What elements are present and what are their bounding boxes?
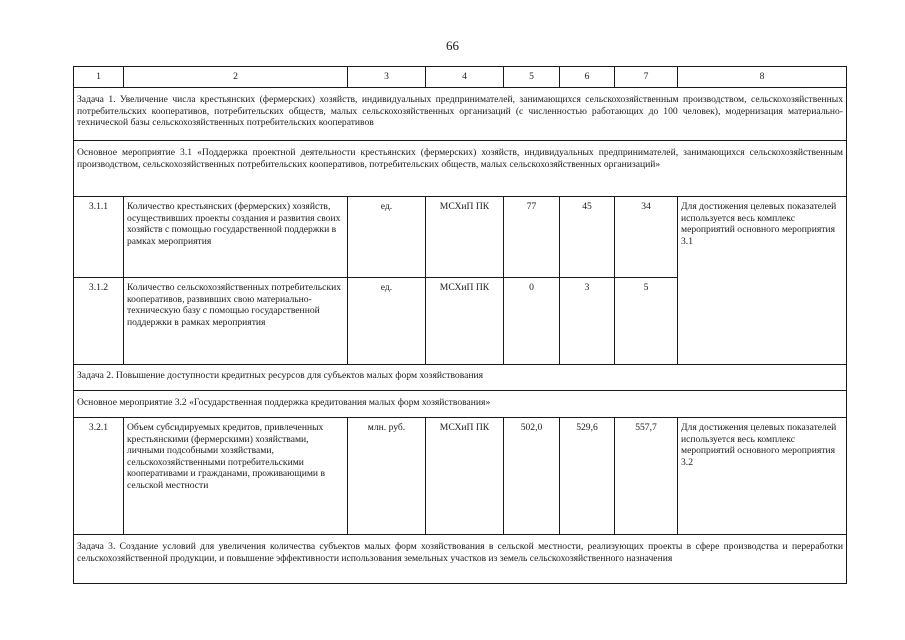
header-cell: 6 [560, 67, 615, 88]
unit-cell: млн. руб. [348, 418, 426, 535]
task-1-text: Задача 1. Увеличение числа крестьянских (фермерских) хозяйств, индивидуальных предпринимателей, занимающихся сельскохозяйственным производством, сельскохозяйственных потребительских кооперативов, потребительских обществ, малых сельскохозяйственных организаций (с численностью работающих до 100 человек), модернизация материально-технической базы сельскохозяйственных потребительских кооперативов [74, 88, 847, 141]
row-number: 3.2.1 [74, 418, 124, 535]
measure-3-1-text: Основное мероприятие 3.1 «Поддержка проектной деятельности крестьянских (фермерских) хозяйств, индивидуальных предпринимателей, занимающихся сельскохозяйственным производством, сельскохозяйственных потребительских кооперативов, потребительских обществ, малых сельскохозяйственных организаций» [74, 141, 847, 197]
value-col5: 0 [504, 278, 560, 365]
indicator-name: Объем субсидируемых кредитов, привлеченных крестьянскими (фермерскими) хозяйствами, личными подсобными хозяйствами, сельскохозяйственными потребительскими кооперативами и гражданами, проживающими в сельской местности [124, 418, 348, 535]
measure-row [74, 391, 847, 418]
table-row [74, 418, 847, 535]
header-cell: 1 [74, 67, 124, 88]
responsible-cell: МСХиП ПК [426, 278, 504, 365]
measure-row [74, 141, 847, 197]
task-2-text: Задача 2. Повышение доступности кредитных ресурсов для субъектов малых форм хозяйствования [74, 365, 847, 391]
task-row [74, 535, 847, 584]
value-col5: 502,0 [504, 418, 560, 535]
task-row [74, 88, 847, 141]
value-col7: 5 [615, 278, 678, 365]
task-row [74, 365, 847, 391]
header-cell: 2 [124, 67, 348, 88]
responsible-cell: МСХиП ПК [426, 418, 504, 535]
unit-cell: ед. [348, 197, 426, 278]
header-row [74, 67, 847, 88]
measure-3-2-text: Основное мероприятие 3.2 «Государственная поддержка кредитования малых форм хозяйствования» [74, 391, 847, 418]
indicators-table [73, 66, 847, 584]
row-number: 3.1.1 [74, 197, 124, 278]
table-row [74, 197, 847, 278]
value-col7: 557,7 [615, 418, 678, 535]
value-col7: 34 [615, 197, 678, 278]
value-col6: 3 [560, 278, 615, 365]
header-cell: 7 [615, 67, 678, 88]
note-cell: Для достижения целевых показателей используется весь комплекс мероприятий основного мероприятия 3.1 [678, 197, 847, 365]
header-cell: 3 [348, 67, 426, 88]
header-cell: 8 [678, 67, 847, 88]
note-cell: Для достижения целевых показателей используется весь комплекс мероприятий основного мероприятия 3.2 [678, 418, 847, 535]
value-col5: 77 [504, 197, 560, 278]
header-cell: 5 [504, 67, 560, 88]
page-number: 66 [446, 38, 459, 53]
task-3-text: Задача 3. Создание условий для увеличения количества субъектов малых форм хозяйствования в сельской местности, реализующих проекты в сфере производства и переработки сельскохозяйственной продукции, и повышение эффективности использования земельных участков из земель сельскохозяйственного назначения [74, 535, 847, 584]
value-col6: 45 [560, 197, 615, 278]
header-cell: 4 [426, 67, 504, 88]
value-col6: 529,6 [560, 418, 615, 535]
row-number: 3.1.2 [74, 278, 124, 365]
indicator-name: Количество крестьянских (фермерских) хозяйств, осуществивших проекты создания и развития своих хозяйств с помощью государственной поддержки в рамках мероприятия [124, 197, 348, 278]
responsible-cell: МСХиП ПК [426, 197, 504, 278]
unit-cell: ед. [348, 278, 426, 365]
indicator-name: Количество сельскохозяйственных потребительских кооперативов, развивших свою материально-техническую базу с помощью государственной поддержки в рамках мероприятия [124, 278, 348, 365]
